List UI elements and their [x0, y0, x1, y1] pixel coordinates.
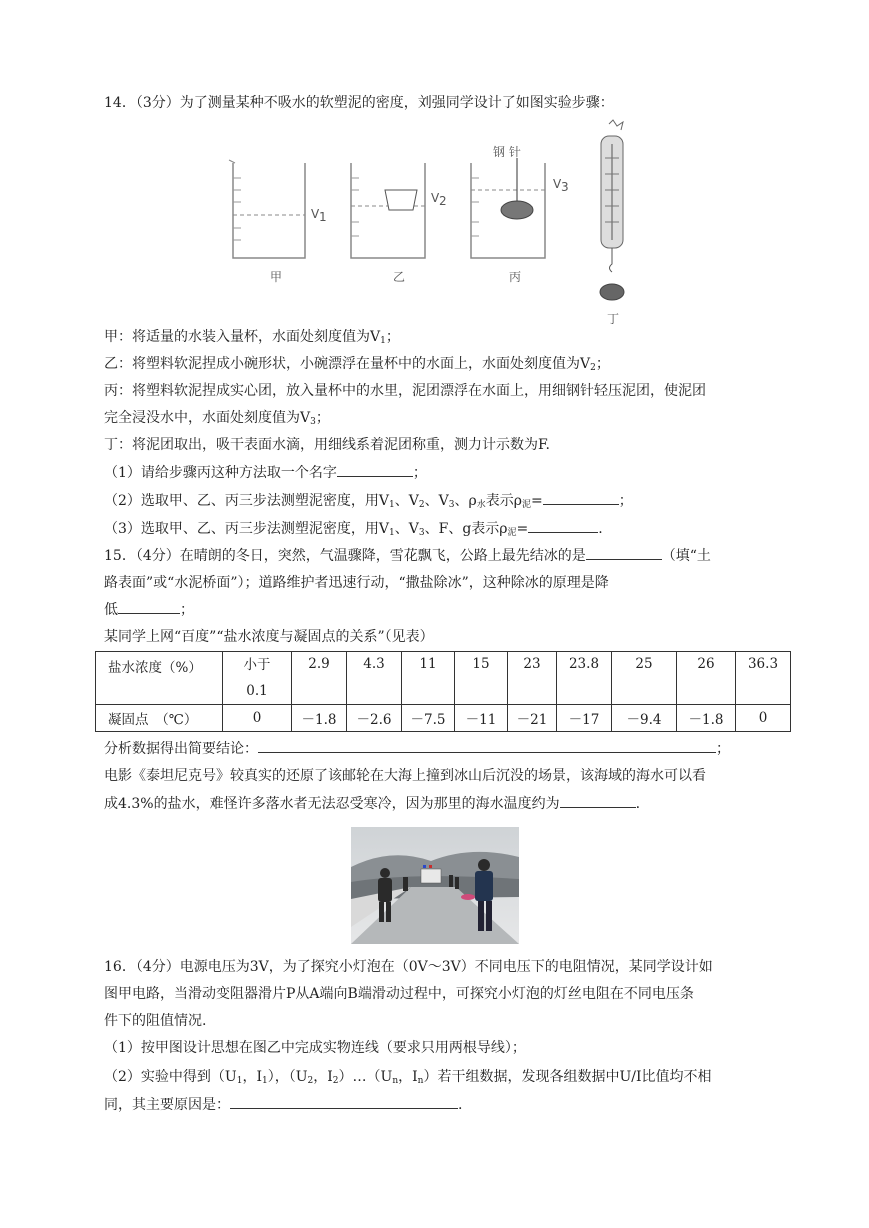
table-cell: 11 [402, 652, 455, 705]
q15-conclusion: 分析数据得出简要结论： ； [104, 738, 730, 760]
table-cell: 26 [677, 652, 736, 705]
label-yi: 乙 [393, 270, 406, 284]
row-header-freezing-point: 凝固点 （℃） [96, 705, 223, 732]
spring-scale-ding [600, 120, 624, 326]
q15-titanic-2: 成4.3%的盐水，难怪许多落水者无法忍受寒冷，因为那里的海水温度约为 . [104, 793, 640, 815]
table-cell: 0 [223, 705, 292, 732]
row-header-concentration: 盐水浓度（%） [96, 652, 223, 705]
table-cell: －11 [455, 705, 508, 732]
table-cell: －2.6 [347, 705, 402, 732]
table-cell: 23.8 [557, 652, 612, 705]
answer-blank[interactable] [543, 490, 619, 505]
answer-blank[interactable] [560, 793, 636, 808]
step-bing: 丙：将塑料软泥捏成实心团，放入量杯中的水里，泥团漂浮在水面上，用细钢针轻压泥团，使泥团 [104, 383, 706, 399]
beaker-yi [351, 163, 447, 284]
q16-sub2: （2）实验中得到（$U_1$，$I_1$），（$U_2$，$I_2)\dots(U_n$，$I_n$）若干组数据，发现各组数据中U/I比值均不相 [104, 1069, 712, 1086]
table-cell: －7.5 [402, 705, 455, 732]
q14-sub2: （2）选取甲、乙、丙三步法测塑泥密度，用$V_1$、$V_2$、$V_3$、$\rho_水$表示$\rho_泥=$ ； [104, 490, 633, 516]
label-v1: V [311, 207, 320, 221]
q14-figure [225, 118, 645, 330]
table-cell: 0 [736, 705, 791, 732]
table-row [96, 652, 791, 705]
answer-blank[interactable] [337, 462, 413, 477]
answer-blank[interactable] [230, 1094, 458, 1109]
q16-line2: 图甲电路，当滑动变阻器滑片P从A端向B端滑动过程中，可探究小灯泡的灯丝电阻在不同电压条 [104, 986, 694, 1002]
label-v2-sub: 2 [439, 194, 447, 208]
answer-blank[interactable] [118, 599, 180, 614]
answer-blank[interactable] [586, 545, 662, 560]
q15-table-intro: 某同学上网“百度”“盐水浓度与凝固点的关系”（见表） [104, 629, 434, 645]
label-jia: 甲 [270, 270, 283, 284]
table-cell: 4.3 [347, 652, 402, 705]
label-v3: V [553, 177, 562, 191]
salt-freezing-table [95, 651, 791, 732]
table-cell: 25 [612, 652, 677, 705]
q16-line1: 16．（4分）电源电压为3V，为了探究小灯泡在（0V～3V）不同电压下的电阻情况，某同学设计如 [104, 959, 713, 975]
q14-title: 14．（3分）为了测量某种不吸水的软塑泥的密度，刘强同学设计了如图实验步骤： [104, 95, 614, 111]
label-needle: 钢 针 [493, 145, 521, 159]
table-cell: 23 [508, 652, 557, 705]
q16-sub1: （1）按甲图设计思想在图乙中完成实物连线（要求只用两根导线）； [104, 1040, 526, 1056]
q14-sub1: （1）请给步骤丙这种方法取一个名字 ； [104, 462, 427, 484]
step-yi: 乙：将塑料软泥捏成小碗形状，小碗漂浮在量杯中的水面上，水面处刻度值为$V_2$； [104, 356, 610, 373]
q16-line3: 件下的阻值情况. [104, 1013, 207, 1029]
q15-titanic-1: 电影《泰坦尼克号》较真实的还原了该邮轮在大海上撞到冰山后沉没的场景，该海域的海水可以看 [104, 768, 706, 784]
beaker-bing [471, 144, 569, 284]
table-cell: －9.4 [612, 705, 677, 732]
step-ding: 丁：将泥团取出，吸干表面水滴，用细线系着泥团称重，测力计示数为F. [104, 437, 550, 453]
table-row [96, 705, 791, 732]
q16-sub2-cont: 同，其主要原因是： . [104, 1094, 462, 1116]
label-bing: 丙 [509, 270, 522, 284]
answer-blank[interactable] [258, 738, 716, 753]
q15-line2: 路表面”或“水泥桥面”）；道路维护者迅速行动，“撒盐除冰”，这种除冰的原理是降 [104, 575, 609, 591]
q15-line3: 低 ； [104, 599, 194, 621]
table-cell: －17 [557, 705, 612, 732]
q15-line1: 15．（4分）在晴朗的冬日，突然，气温骤降，雪花飘飞，公路上最先结冰的是 （填“土 [104, 545, 711, 567]
table-cell: 15 [455, 652, 508, 705]
beaker-jia [229, 160, 327, 284]
label-v1-sub: 1 [319, 210, 327, 224]
table-cell: －21 [508, 705, 557, 732]
table-cell: 2.9 [292, 652, 347, 705]
label-v3-sub: 3 [561, 180, 569, 194]
answer-blank[interactable] [528, 518, 598, 533]
step-jia: 甲：将适量的水装入量杯，水面处刻度值为$V_1$； [104, 329, 400, 346]
road-salting-photo [351, 827, 519, 944]
label-v2: V [431, 191, 440, 205]
table-cell: 小于 0.1 [223, 652, 292, 705]
table-cell: －1.8 [292, 705, 347, 732]
q14-sub3: （3）选取甲、乙、丙三步法测塑泥密度，用$V_1$、$V_3$、F、g表示$\rho_泥=$ . [104, 518, 603, 544]
table-cell: －1.8 [677, 705, 736, 732]
label-ding: 丁 [607, 312, 620, 326]
table-cell: 36.3 [736, 652, 791, 705]
step-bing-cont: 完全浸没水中，水面处刻度值为$V_3$； [104, 410, 330, 427]
